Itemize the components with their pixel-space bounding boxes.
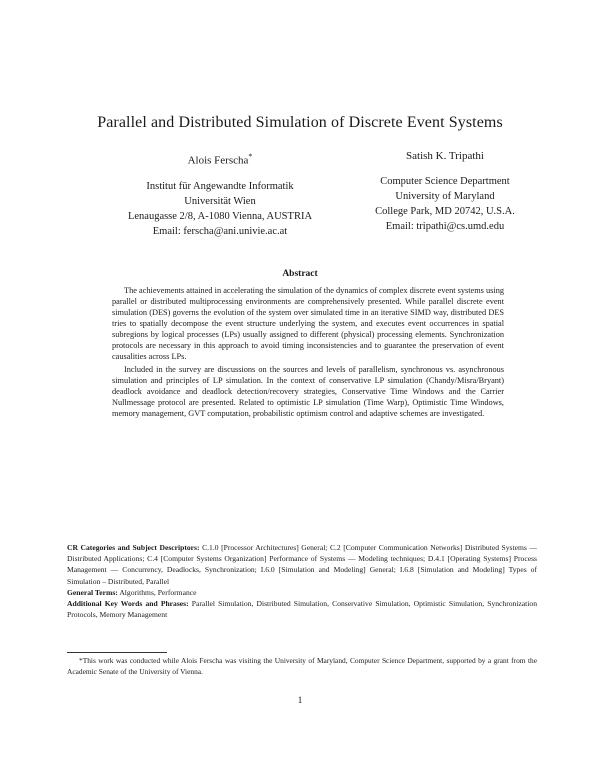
author-email: Email: ferscha@ani.univie.ac.at [152,225,288,237]
cr-categories: CR Categories and Subject Descriptors: C.1.0 [Processor Architectures] General; C.2 [Computer Communication Networks] Distributed Systems — Distributed Applications; C.4 [Computer Systems Organization] Performance of Systems — Modeling techniques; D.4.1 [Operating Systems] Process Management — Concurrency, Deadlocks, Synchronization; I.6.0 [Simulation and Modeling] General; I.6.8 [Simulation and Modeling] Types of Simulation – Distributed, Parallel [67,543,537,586]
author-affiliation: Universität Wien [184,195,256,207]
author-block-tripathi [320,149,570,234]
author-name: Satish K. Tripathi [406,150,484,162]
footnote: *This work was conducted while Alois Ferscha was visiting the University of Maryland, Computer Science Department, supported by a grant from the Academic Senate of the University of Vienna. [67,656,537,676]
author-block-ferscha [95,149,345,239]
author-affiliation: Computer Science Department [380,176,510,187]
footnote-rule [67,652,167,653]
abstract-paragraph: The achievements attained in accelerating the simulation of the dynamics of complex discrete event systems using parallel or distributed multiprocessing environments are comprehensively presented. While parallel discrete event simulation (DES) governs the evolution of the system over simulated time in an iterative SIMD way, distributed DES tries to spatially decompose the event structure underlying the system, and executes event occurrences in spatial subregions by logical processes (LPs) usually assigned to different (physical) processing elements. Synchronization protocols are necessary in this approach to avoid timing inconsistencies and to guarantee the preservation of event causalities across LPs. [112,286,504,361]
footnote-mark: * [248,152,253,161]
classification-block [67,542,537,620]
author-affiliation: Institut für Angewandte Informatik [146,180,294,192]
abstract-heading: Abstract [282,269,318,279]
abstract-body [112,285,504,419]
author-address: Lenaugasse 2/8, A-1080 Vienna, AUSTRIA [127,210,313,222]
general-terms: General Terms: Algorithms, Performance [67,587,197,597]
abstract-paragraph: Included in the survey are discussions on the sources and levels of parallelism, synchronous vs. asynchronous simulation and principles of LP simulation. In the context of conservative LP simulation (Chandy/Misra/Bryant) deadlock avoidance and deadlock detection/recovery strategies, Conservative Time Windows and the Carrier Nullmessage protocol are presented. Related to optimistic LP simulation (Time Warp), Optimistic Time Windows, memory management, GVT computation, probabilistic optimism control and adaptive schemes are investigated. [112,365,504,418]
author-email: Email: tripathi@cs.umd.edu [385,221,505,232]
paper-title: Parallel and Distributed Simulation of Discrete Event Systems [97,114,503,131]
keywords: Additional Key Words and Phrases: Parallel Simulation, Distributed Simulation, Conservative Simulation, Optimistic Simulation, Synchronization Protocols, Memory Management [67,599,537,620]
author-name: Alois Ferscha* [187,152,253,167]
author-address: College Park, MD 20742, U.S.A. [375,206,515,217]
author-affiliation: University of Maryland [395,191,495,202]
page-number: 1 [297,696,303,706]
